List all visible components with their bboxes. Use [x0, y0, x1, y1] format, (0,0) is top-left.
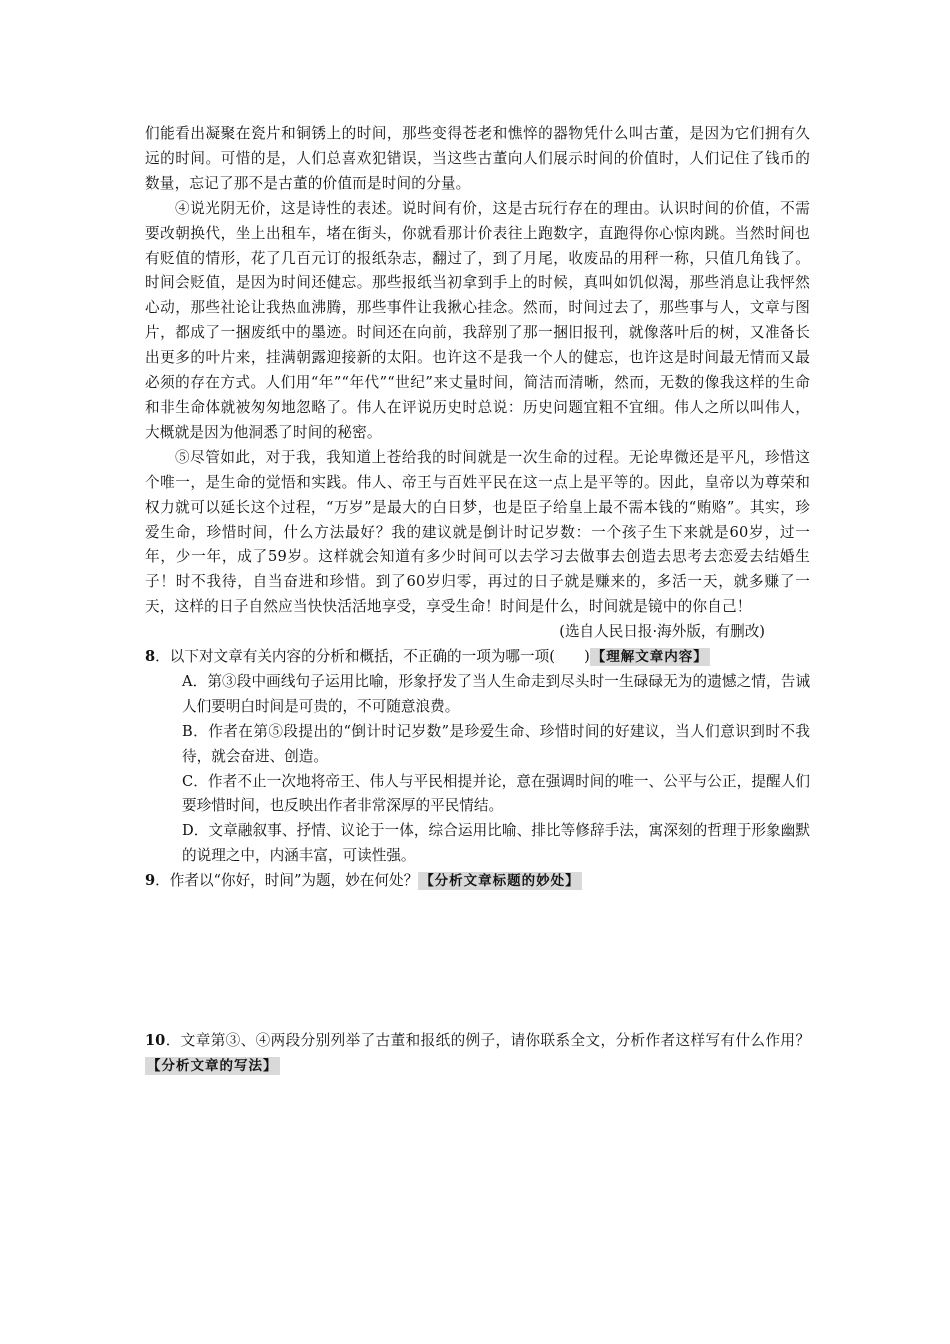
option-c: C．作者不止一次地将帝王、伟人与平民相提并论，意在强调时间的唯一、公平与公正，提醒人们要珍惜时间，也反映出作者非常深厚的平民情结。: [182, 772, 810, 815]
exam-page: [145, 122, 810, 1089]
passage-paragraph-3-tail: 们能看出凝聚在瓷片和铜锈上的时间，那些变得苍老和憔悴的器物凭什么叫古董，是因为它们拥有久远的时间。可惜的是，人们总喜欢犯错误，当这些古董向人们展示时间的价值时，人们记住了钱币的数量，忘记了那不是古董的价值而是时间的分量。: [145, 125, 810, 192]
answer-space-9: [145, 894, 810, 1029]
question-number: 8: [145, 648, 156, 666]
question-text: ．文章第③、④两段分别列举了古董和报纸的例子，请你联系全文，分析作者这样写有什么作用？: [165, 1032, 810, 1050]
question-text: ．以下对文章有关内容的分析和概括，不正确的一项为哪一项( ): [155, 648, 590, 666]
option-b: B．作者在第⑤段提出的“倒计时记岁数”是珍爱生命、珍惜时间的好建议，当人们意识到时不我待，就会奋进、创造。: [182, 722, 810, 765]
question-10: [145, 1029, 810, 1079]
question-tag: 【分析文章的写法】: [147, 1058, 278, 1074]
answer-space-10: [145, 1079, 810, 1089]
passage-source: (选自人民日报·海外版，有删改): [559, 623, 765, 641]
option-a: A．第③段中画线句子运用比喻，形象抒发了当人生命走到尽头时一生碌碌无为的遗憾之情，告诫人们要明白时间是可贵的，不可随意浪费。: [182, 672, 810, 715]
passage-paragraph-5: ⑤尽管如此，对于我，我知道上苍给我的时间就是一次生命的过程。无论卑微还是平凡，珍惜这个唯一，是生命的觉悟和实践。伟人、帝王与百姓平民在这一点上是平等的。因此，皇帝以为尊荣和权力就可以延长这个过程，“万岁”是最大的白日梦，也是臣子给皇上最不需本钱的“贿赂”。其实，珍爱生命，珍惜时间，什么方法最好？我的建议就是倒计时记岁数：一个孩子生下来就是60岁，过一年，少一年，成了59岁。这样就会知道有多少时间可以去学习去做事去创造去思考去恋爱去结婚生子！时不我待，自当奋进和珍惜。到了60岁归零，再过的日子就是赚来的，多活一天，就多赚了一天，这样的日子自然应当快快活活地享受，享受生命！时间是什么，时间就是镜中的你自己！: [145, 448, 810, 616]
question-text: ．作者以“你好，时间”为题，妙在何处？: [155, 872, 419, 890]
question-tag: 【分析文章标题的妙处】: [420, 873, 580, 890]
question-number: 10: [145, 1032, 166, 1050]
question-tag: 【理解文章内容】: [591, 649, 708, 666]
question-9: [145, 869, 810, 894]
question-number: 9: [145, 872, 156, 890]
question-8: [145, 645, 810, 670]
option-d: D．文章融叙事、抒情、议论于一体，综合运用比喻、排比等修辞手法，寓深刻的哲理于形象幽默的说理之中，内涵丰富，可读性强。: [182, 822, 810, 865]
passage-paragraph-4: ④说光阴无价，这是诗性的表述。说时间有价，这是古玩行存在的理由。认识时间的价值，不需要改朝换代，坐上出租车，堵在街头，你就看那计价表往上跑数字，直跑得你心惊肉跳。当然时间也有贬值的情形，花了几百元订的报纸杂志，翻过了，到了月尾，收废品的用秤一称，只值几角钱了。时间会贬值，是因为时间还健忘。那些报纸当初拿到手上的时候，真叫如饥似渴，那些消息让我怦然心动，那些社论让我热血沸腾，那些事件让我揪心挂念。然而，时间过去了，那些事与人，文章与图片，都成了一捆废纸中的墨迹。时间还在向前，我辞别了那一捆旧报刊，就像落叶后的树，又准备长出更多的叶片来，挂满朝露迎接新的太阳。也许这不是我一个人的健忘，也许这是时间最无情而又最必须的存在方式。人们用“年”“年代”“世纪”来丈量时间，简洁而清晰，然而，无数的像我这样的生命和非生命体就被匆匆地忽略了。伟人在评说历史时总说：历史问题宜粗不宜细。伟人之所以叫伟人，大概就是因为他洞悉了时间的秘密。: [145, 199, 810, 441]
question-8-options: [145, 670, 810, 869]
